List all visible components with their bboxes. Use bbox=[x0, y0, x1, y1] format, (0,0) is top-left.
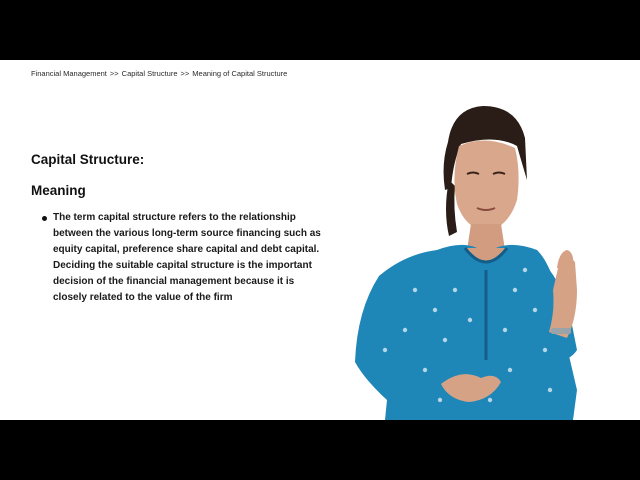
presenter-image bbox=[345, 100, 595, 420]
slide-title: Capital Structure: bbox=[31, 152, 145, 167]
lecture-slide bbox=[0, 60, 640, 420]
breadcrumb-separator: >> bbox=[109, 69, 119, 78]
slide-subtitle: Meaning bbox=[31, 183, 86, 198]
bullet-list bbox=[40, 210, 325, 306]
breadcrumb-item-financial-management: Financial Management bbox=[31, 69, 107, 78]
breadcrumb bbox=[31, 69, 287, 78]
bullet-icon bbox=[42, 216, 47, 221]
breadcrumb-item-capital-structure: Capital Structure bbox=[121, 69, 178, 78]
breadcrumb-item-meaning: Meaning of Capital Structure bbox=[192, 69, 288, 78]
bullet-text: The term capital structure refers to the relationship between the various long-term source financing such as equity capital, preference share capital and debt capital. Deciding the suitable capital structure is the important decision of the financial management because it is closely related to the value of the firm bbox=[53, 212, 321, 303]
breadcrumb-separator: >> bbox=[180, 69, 190, 78]
bullet-item bbox=[40, 210, 325, 306]
